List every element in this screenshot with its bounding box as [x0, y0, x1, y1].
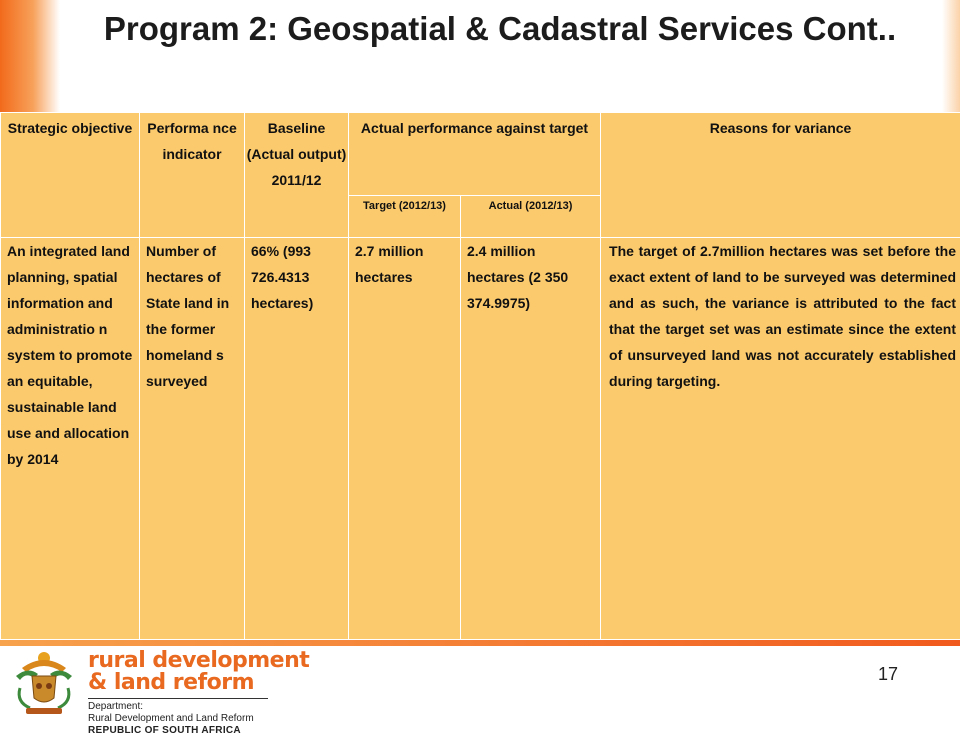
cell-target: 2.7 million hectares — [349, 238, 461, 640]
table-row — [1, 238, 961, 640]
logo-line-2: & land reform — [88, 670, 255, 695]
top-right-accent — [942, 0, 960, 112]
page-number: 17 — [878, 664, 899, 684]
cell-strategic-objective: An integrated land planning, spatial information and administratio n system to promote an equitable, sustainable land use and allocation by 2014 — [1, 238, 140, 640]
department-label: Department: — [88, 701, 144, 712]
logo-divider — [88, 698, 268, 699]
header-baseline: Baseline (Actual output) 2011/12 — [245, 113, 349, 238]
slide-title: Program 2: Geospatial & Cadastral Services Cont.. — [103, 10, 897, 47]
header-actual: Actual (2012/13) — [461, 196, 601, 238]
country-name: REPUBLIC OF SOUTH AFRICA — [88, 725, 241, 736]
department-logo — [88, 650, 309, 737]
coat-of-arms-icon — [8, 648, 80, 718]
header-actual-vs-target: Actual performance against target — [349, 113, 601, 196]
performance-table-container — [0, 112, 960, 640]
header-performance-indicator: Performa nce indicator — [140, 113, 245, 238]
header-strategic-objective: Strategic objective — [1, 113, 140, 238]
cell-baseline: 66% (993 726.4313 hectares) — [245, 238, 349, 640]
header-target: Target (2012/13) — [349, 196, 461, 238]
cell-reasons-for-variance: The target of 2.7million hectares was set before the exact extent of land to be surveyed was determined and as such, the variance is attributed to the fact that the target set was an estimate since the extent of unsurveyed land was not accurately established during targeting. — [601, 238, 961, 640]
department-name: Rural Development and Land Reform — [88, 713, 254, 724]
logo-line-1: rural development — [88, 648, 310, 673]
header-reasons-for-variance: Reasons for variance — [601, 113, 961, 238]
cell-actual: 2.4 million hectares (2 350 374.9975) — [461, 238, 601, 640]
performance-table — [0, 112, 961, 640]
cell-performance-indicator: Number of hectares of State land in the former homeland s surveyed — [140, 238, 245, 640]
footer — [0, 646, 960, 736]
top-left-accent — [0, 0, 60, 112]
